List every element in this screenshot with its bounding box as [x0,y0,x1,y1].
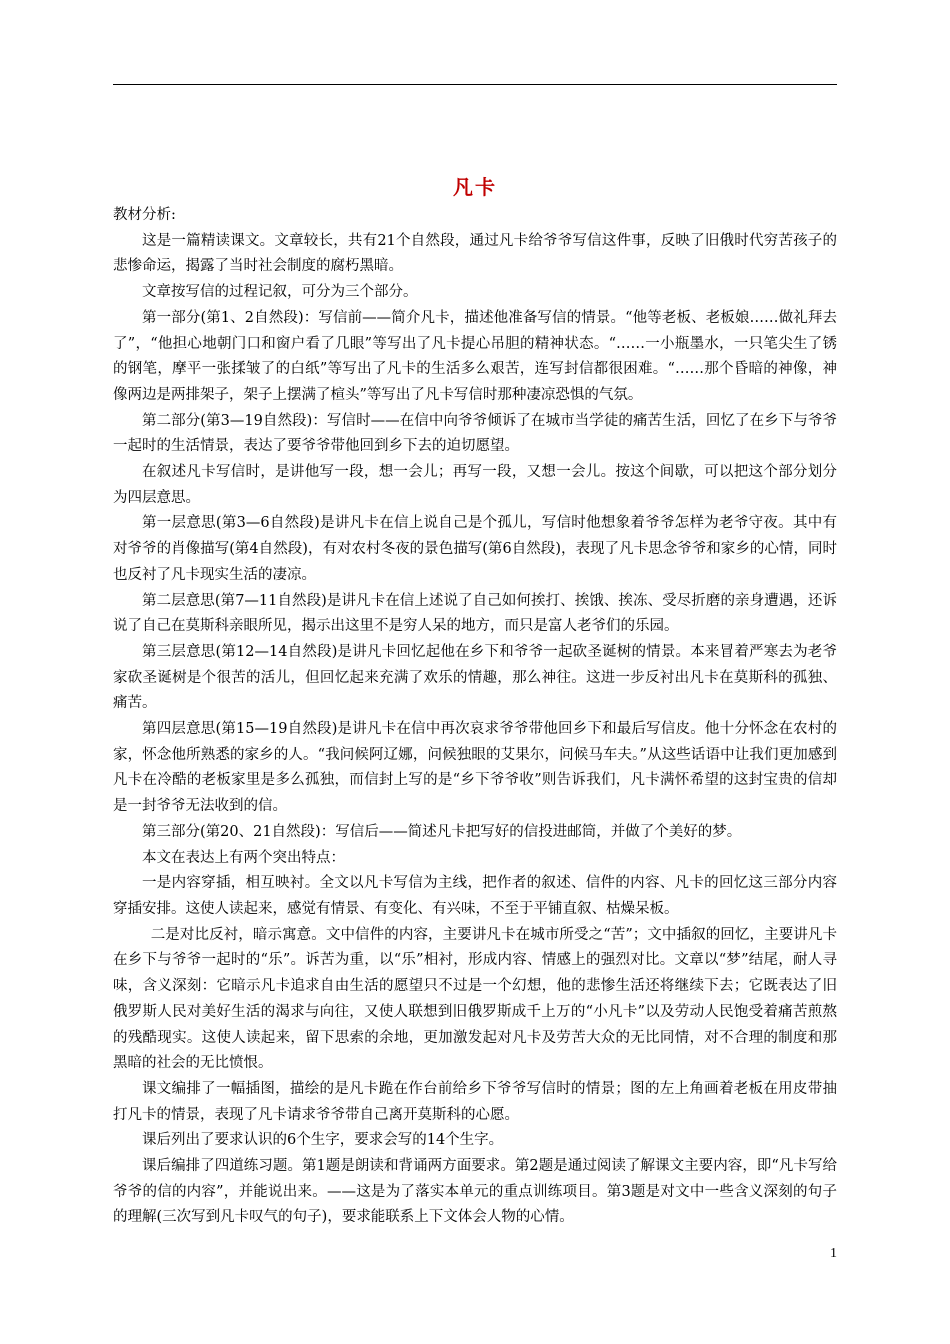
document-title: 凡卡 [453,175,497,199]
paragraph: 第一部分(第1、2自然段)：写信前——简介凡卡，描述他准备写信的情景。“他等老板、老板娘……做礼拜去了”，“他担心地朝门口和窗户看了几眼”等写出了凡卡提心吊胆的精神状态。“……一小瓶墨水，一只笔尖生了锈的钢笔，摩平一张揉皱了的白纸”等写出了凡卡的生活多么艰苦，连写封信都很困难。“……那个昏暗的神像，神像两边是两排架子，架子上摆满了楦头”等写出了凡卡写信时那种凄凉恐惧的气氛。 [113,309,837,403]
paragraph: 一是内容穿插，相互映衬。全文以凡卡写信为主线，把作者的叙述、信件的内容、凡卡的回忆这三部分内容穿插安排。这使人读起来，感觉有情景、有变化、有兴味，不至于平铺直叙、枯燥呆板。 [113,875,837,917]
header-rule [113,84,837,85]
page-number: 1 [830,1246,837,1261]
paragraph: 第二层意思(第7—11自然段)是讲凡卡在信上述说了自己如何挨打、挨饿、挨冻、受尽折磨的亲身遭遇，还诉说了自己在莫斯科亲眼所见，揭示出这里不是穷人呆的地方，而只是富人老爷们的乐园。 [113,592,837,635]
paragraph: 第三层意思(第12—14自然段)是讲凡卡回忆起他在乡下和爷爷一起砍圣诞树的情景。本来冒着严寒去为老爷家砍圣诞树是个很苦的活儿，但回忆起来充满了欢乐的情趣，那么神往。这进一步反衬出凡卡在莫斯科的孤独、痛苦。 [113,643,837,712]
paragraph: 本文在表达上有两个突出特点： [142,849,345,866]
paragraph: 二是对比反衬，暗示寓意。文中信件的内容，主要讲凡卡在城市所受之“苦”；文中插叙的回忆，主要讲凡卡在乡下与爷爷一起时的“乐”。诉苦为重，以“乐”相衬，形成内容、情感上的强烈对比。文章以“梦”结尾，耐人寻味，含义深刻：它暗示凡卡追求自由生活的愿望只不过是一个幻想，他的悲惨生活还将继续下去；它既表达了旧俄罗斯人民对美好生活的渴求与向往，又使人联想到旧俄罗斯成千上万的“小凡卡”以及劳动人民饱受着痛苦煎熬的残酷现实。这使人读起来，留下思索的余地，更加激发起对凡卡及劳苦大众的无比同情，对不合理的制度和那黑暗的社会的无比愤恨。 [113,926,837,1072]
paragraph: 课后编排了四道练习题。第1题是朗读和背诵两方面要求。第2题是通过阅读了解课文主要内容，即“凡卡写给爷爷的信的内容”，并能说出来。——这是为了落实本单元的重点训练项目。第3题是对文中一些含义深刻的句子的理解(三次写到凡卡叹气的句子)，要求能联系上下文体会人物的心情。 [113,1158,837,1226]
paragraph: 课后列出了要求认识的6个生字，要求会写的14个生字。 [142,1132,504,1149]
paragraph: 第三部分(第20、21自然段)：写信后——简述凡卡把写好的信投进邮筒，并做了个美好的梦。 [142,823,742,840]
paragraph: 第一层意思(第3—6自然段)是讲凡卡在信上说自己是个孤儿，写信时他想象着爷爷怎样为老爷守夜。其中有对爷爷的肖像描写(第4自然段)，有对农村冬夜的景色描写(第6自然段)，表现了凡卡思念爷爷和家乡的心情，同时也反衬了凡卡现实生活的凄凉。 [113,515,837,583]
section-label: 教材分析: [113,207,176,223]
paragraph: 课文编排了一幅插图，描绘的是凡卡跪在作台前给乡下爷爷写信时的情景；图的左上角画着老板在用皮带抽打凡卡的情景，表现了凡卡请求爷爷带自己离开莫斯科的心愿。 [113,1080,837,1123]
paragraph: 第四层意思(第15—19自然段)是讲凡卡在信中再次哀求爷爷带他回乡下和最后写信皮。他十分怀念在农村的家，怀念他所熟悉的家乡的人。“我问候阿辽娜，问候独眼的艾果尔，问候马车夫。”从这些话语中让我们更加感到凡卡在冷酷的老板家里是多么孤独，而信封上写的是“乡下爷爷收”则告诉我们，凡卡满怀希望的这封宝贵的信却是一封爷爷无法收到的信。 [113,721,837,815]
paragraph: 第二部分(第3—19自然段)：写信时——在信中向爷爷倾诉了在城市当学徒的痛苦生活，回忆了在乡下与爷爷一起时的生活情景，表达了要爷爷带他回到乡下去的迫切愿望。 [113,412,837,455]
paragraph: 在叙述凡卡写信时，是讲他写一段，想一会儿；再写一段，又想一会儿。按这个间歇，可以把这个部分划分为四层意思。 [113,464,837,506]
paragraph: 文章按写信的过程记叙，可分为三个部分。 [142,284,418,301]
document-body [113,203,837,1231]
paragraph: 这是一篇精读课文。文章较长，共有21个自然段，通过凡卡给爷爷写信这件事，反映了旧俄时代穷苦孩子的悲惨命运，揭露了当时社会制度的腐朽黑暗。 [113,232,837,275]
